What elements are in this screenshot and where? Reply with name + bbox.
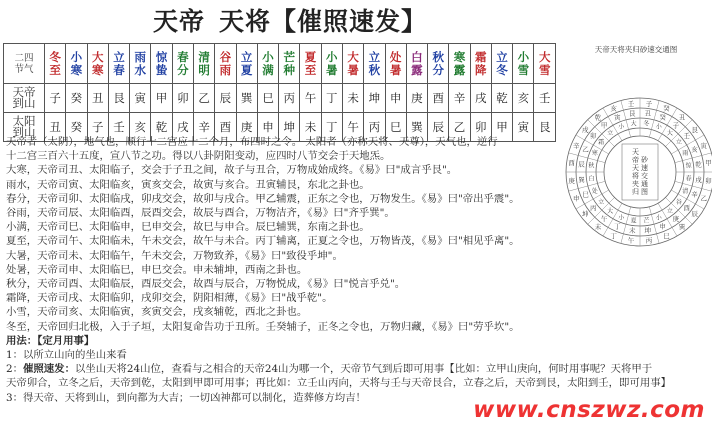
- solar-term-cell: [470, 44, 491, 84]
- compass-ring-char: 亥: [691, 145, 698, 154]
- solar-term-label: 寒露: [453, 49, 466, 77]
- compass-ring-char: 庚: [568, 177, 575, 186]
- explanation-line: 夏至，天帝司午、太阳临未，午未交会，故午与未合。丙丁辅离，正夏之令也，万物皆茂，《易》曰"相见乎离"。: [6, 235, 520, 248]
- solar-term-cell: [172, 44, 193, 84]
- taiyang-mountain-cell: 丙: [364, 113, 385, 142]
- usage-item-2-label: 催照速发：: [23, 363, 75, 376]
- compass-ring-char: 白: [588, 175, 595, 183]
- solar-term-cell: [491, 44, 512, 84]
- explanation-line: 春分，天帝司卯、太阳临戌，卯戌交会，故卯与戌合。甲乙辅震，正东之令也，万物发生。《易》曰"帝出乎震"。: [6, 192, 520, 205]
- compass-ring-char: 巳: [663, 231, 670, 240]
- solar-term-cell: [236, 44, 257, 84]
- tiandi-mountain-cell: 寅: [130, 84, 151, 113]
- compass-ring-char: 壬: [627, 99, 635, 108]
- compass-ring-char: 芒: [643, 217, 650, 225]
- tiandi-mountain-cell: 巳: [257, 84, 278, 113]
- compass-ring-char: 春: [685, 175, 692, 183]
- solar-term-cell: [279, 44, 300, 84]
- taiyang-header-label: 太阳到山: [12, 114, 36, 139]
- compass-ring-char: 立: [666, 207, 673, 215]
- tiandi-mountain-cell: 辰: [215, 84, 236, 113]
- taiyang-mountain-cell: 巽: [406, 113, 427, 142]
- tiandi-mountain-cell: 辛: [449, 84, 470, 113]
- explanation-line: 处暑，天帝司申、太阳临巳，申巳交会。申未辅坤，西南之卦也。: [6, 263, 308, 276]
- compass-ring-char: 午: [600, 214, 608, 223]
- taiyang-mountain-cell: 坤: [279, 113, 300, 142]
- taiyang-mountain-cell: 巳: [385, 113, 406, 142]
- solar-term-cell: [449, 44, 470, 84]
- compass-ring-char: 秋: [588, 162, 595, 170]
- explanation-line: 秋分，天帝司酉、太阳临辰，酉辰交会，故酉与辰合，万物悦成，《易》曰"悦言乎兑"。: [6, 278, 406, 291]
- explanation-lines: [6, 135, 708, 334]
- compass-ring-char: 谷: [675, 198, 682, 206]
- taiyang-mountain-cell: 寅: [513, 113, 534, 142]
- title-part-b: 天将【催照速发】: [219, 7, 428, 36]
- solar-term-cell: [45, 44, 66, 84]
- taiyang-mountain-cell: 丁: [321, 113, 342, 142]
- tiandi-mountain-cell: 艮: [108, 84, 129, 113]
- taiyang-mountain-cell: 午: [342, 113, 363, 142]
- compass-ring-char: 艮: [629, 109, 636, 118]
- taiyang-mountain-cell: 癸: [66, 113, 87, 142]
- compass-ring-char: 丁: [614, 222, 621, 231]
- taiyang-mountain-cell: 辰: [428, 113, 449, 142]
- compass-ring-char: 乾: [695, 160, 702, 169]
- solar-term-cell: [215, 44, 236, 84]
- compass-ring-char: 小: [655, 123, 662, 131]
- solar-term-cell: [151, 44, 172, 84]
- compass-ring-char: 丙: [589, 204, 597, 213]
- compass-ring-char: 惊: [685, 162, 692, 170]
- compass-ring-char: 辛: [573, 141, 580, 150]
- solar-term-label: 小雪: [517, 49, 530, 77]
- tiandi-header-cell: [4, 84, 45, 113]
- site-watermark: www.cnszwz.com: [473, 397, 705, 423]
- tiandi-mountain-cell: 酉: [428, 84, 449, 113]
- explanation-line: 霜降，天帝司戌、太阳临卯，戌卯交会，阴阳相薄，《易》曰"战乎乾"。: [6, 292, 333, 305]
- taiyang-mountain-cell: 甲: [491, 113, 512, 142]
- solar-term-label: 谷雨: [219, 49, 232, 77]
- compass-ring-char: 坤: [582, 210, 589, 219]
- solar-term-cell: [513, 44, 534, 84]
- compass-ring-char: 坤: [644, 226, 651, 235]
- compass-ring-char: 丁: [610, 231, 617, 240]
- taiyang-mountain-cell: 未: [300, 113, 321, 142]
- compass-ring-char: 申: [573, 194, 580, 203]
- compass-ring-char: 夏: [630, 217, 637, 225]
- solar-term-label: 立秋: [368, 49, 381, 77]
- tiandi-mountain-cell: 亥: [513, 84, 534, 113]
- solar-term-label: 夏至: [304, 49, 317, 77]
- compass-ring-char: 辛: [691, 190, 698, 199]
- taiyang-mountain-cell: 乾: [151, 113, 172, 142]
- explanation-line: 小满，天帝司巳、太阳临申，巳申交会，故巳与申合。辰巳辅巽，东南之卦也。: [6, 221, 370, 234]
- tiandi-mountain-cell: 庚: [406, 84, 427, 113]
- compass-ring-char: 立: [607, 130, 614, 138]
- compass-ring-char: 卯: [705, 177, 712, 186]
- solar-term-cell: [428, 44, 449, 84]
- tiandi-mountain-cell: 戌: [470, 84, 491, 113]
- compass-ring-char: 大: [666, 130, 673, 138]
- solar-term-cell: [342, 44, 363, 84]
- compass-ring-char: 小: [655, 214, 662, 222]
- solar-term-cell: [364, 44, 385, 84]
- tiandi-row: [4, 84, 556, 113]
- compass-ring-char: 冬: [643, 120, 650, 128]
- explanation-line: 谷雨，天帝司辰、太阳临酉，辰酉交会，故辰与酉合，万物洁齐，《易》曰"齐乎巽"。: [6, 207, 395, 220]
- solar-term-cell: [534, 44, 556, 84]
- tiandi-mountain-cell: 丁: [321, 84, 342, 113]
- compass-ring-char: 辰: [691, 210, 698, 219]
- tiandi-mountain-cell: 坤: [364, 84, 385, 113]
- usage-item-2: 2：催照速发：以坐山天将24山位，查看与之相合的天帝24山为哪一个，天帝节气到后即可用事【比如：立甲山庚向，何时用事呢？天将甲于: [6, 363, 653, 376]
- compass-ring-char: 巽: [678, 222, 686, 231]
- compass-ring-char: 丑: [644, 109, 651, 118]
- explanation-line: 大暑，天帝司未、太阳临午，午未交会，万物致养，《易》曰"致役乎坤"。: [6, 249, 343, 262]
- solar-term-cell: [406, 44, 427, 84]
- tiandi-header-label: 天帝到山: [12, 85, 36, 110]
- taiyang-mountain-cell: 乙: [449, 113, 470, 142]
- solar-term-cell: [130, 44, 151, 84]
- diagram-caption: 天帝天将夹归砂速交通图: [594, 45, 678, 54]
- compass-ring-char: 辰: [578, 160, 585, 169]
- taiyang-mountain-cell: 壬: [108, 113, 129, 142]
- compass-ring-char: 申: [659, 222, 666, 231]
- tiandi-mountain-cell: 申: [385, 84, 406, 113]
- page-title: [0, 2, 580, 38]
- usage-item-2-continued: 天帝卯合，立冬之后，天帝到乾，太阳到甲即可用事；再比如：立壬山丙向，天将与壬与天帝艮合，立春之后，天帝到艮，太阳到壬，即可用事】: [6, 377, 671, 390]
- solar-term-label: 立春: [113, 49, 125, 77]
- solar-term-label: 大暑: [347, 49, 359, 77]
- compass-ring-char: 清: [682, 187, 689, 195]
- compass-ring-char: 寅: [700, 141, 707, 150]
- diagram-center-line2: 砂速交通图: [641, 156, 648, 196]
- tiandi-mountain-cell: 午: [300, 84, 321, 113]
- solar-term-label: 芒种: [283, 49, 295, 77]
- taiyang-mountain-cell: 庚: [236, 113, 257, 142]
- compass-ring-char: 巽: [578, 175, 585, 184]
- compass-ring-char: 亥: [610, 104, 617, 113]
- explanation-text: [6, 135, 708, 405]
- taiyang-mountain-cell: 亥: [130, 113, 151, 142]
- compass-ring-char: 午: [627, 236, 635, 245]
- compass-ring-char: 酉: [568, 159, 575, 168]
- solar-term-cell: [300, 44, 321, 84]
- compass-ring-char: 小: [618, 123, 625, 131]
- usage-item-1: 1：以所立山向的坐山来看: [6, 349, 127, 362]
- solar-term-cell: [108, 44, 129, 84]
- taiyang-mountain-cell: 卯: [470, 113, 491, 142]
- solar-term-label: 小寒: [70, 49, 83, 77]
- solar-term-label: 立夏: [240, 49, 253, 77]
- compass-ring-char: 小: [618, 214, 625, 222]
- solar-term-label: 处暑: [389, 49, 402, 77]
- usage-item-3: 3：得天帝、天将到山，到向都为大吉；一切凶神都可以制化，造葬修方均吉！: [6, 391, 366, 404]
- compass-ring-char: 戌: [582, 126, 589, 135]
- tiandi-mountain-cell: 癸: [66, 84, 87, 113]
- solar-term-label: 冬至: [49, 49, 61, 77]
- compass-ring-char: 酉: [683, 204, 691, 213]
- explanation-line: 冬至，天帝回归北极，入于子垣，太阳复命告功于丑所。壬癸辅子，正冬之令也，万物归藏，《易》曰"劳乎坎"。: [6, 320, 520, 333]
- compass-ring-char: 子: [672, 121, 680, 130]
- compass-ring-char: 未: [629, 226, 636, 235]
- compass-ring-char: 寒: [591, 150, 598, 158]
- solar-term-cell: [385, 44, 406, 84]
- compass-ring-char: 寅: [614, 113, 621, 122]
- solar-term-label: 小暑: [326, 49, 338, 77]
- compass-ring-char: 乙: [582, 145, 589, 154]
- solar-terms-row: [4, 44, 556, 84]
- tiandi-mountain-cell: 甲: [151, 84, 172, 113]
- compass-ring-char: 乾: [594, 113, 602, 122]
- tiandi-mountain-cell: 乾: [491, 84, 512, 113]
- tiandi-mountain-cell: 未: [342, 84, 363, 113]
- terms-header-cell: [4, 44, 45, 84]
- diagram-center-line1: 天帝天将夹归: [632, 148, 639, 196]
- usage-heading: 用法：【定月用事】: [6, 334, 95, 347]
- compass-ring-char: 癸: [663, 104, 670, 113]
- compass-ring-char: 戌: [695, 175, 702, 184]
- taiyang-mountain-cell: 戌: [172, 113, 193, 142]
- compass-ring-char: 大: [607, 207, 614, 215]
- usage-item-2-text-a: 以坐山天将24山位，查看与之相合的天帝24山为哪一个，天帝节气到后即可用事【比如：立甲山庚向，何时用事呢？天将甲于: [74, 363, 653, 376]
- solar-term-label: 秋分: [432, 49, 444, 77]
- explanation-line: 十二宫三百六十五度，宣八节之功。得以八卦阴阳变动，应四时八节交会于天地炁。: [6, 150, 391, 163]
- title-part-a: 天帝: [152, 7, 205, 36]
- solar-term-label: 清明: [198, 49, 210, 77]
- terms-header-label: 二四节气: [14, 52, 34, 75]
- taiyang-mountain-cell: 子: [87, 113, 108, 142]
- explanation-line: 天帝者（太阴），地气也，顺行十二宫应十二个月，布四时之令。 太阳者（亦称天将、天尊），天气也，逆行: [6, 136, 498, 148]
- solar-term-label: 霜降: [475, 49, 487, 77]
- compass-ring-char: 未: [594, 222, 602, 231]
- taiyang-mountain-cell: 辛: [193, 113, 214, 142]
- tiandi-mountain-cell: 卯: [172, 84, 193, 113]
- solar-term-label: 大雪: [538, 49, 551, 77]
- solar-term-label: 雨水: [134, 49, 147, 77]
- solar-term-label: 小满: [262, 49, 274, 77]
- compass-ring-char: 乙: [700, 194, 707, 203]
- solar-terms-table: [3, 43, 556, 142]
- taiyang-mountain-cell: 酉: [215, 113, 236, 142]
- compass-ring-char: 立: [598, 198, 605, 206]
- solar-term-label: 大寒: [91, 49, 104, 77]
- tiandi-mountain-cell: 巽: [236, 84, 257, 113]
- compass-ring-char: 立: [675, 139, 682, 147]
- compass-ring-char: 庚: [672, 214, 680, 223]
- tiandi-mountain-cell: 子: [45, 84, 66, 113]
- solar-term-label: 立冬: [496, 49, 508, 77]
- solar-term-cell: [66, 44, 87, 84]
- compass-ring-char: 雨: [682, 150, 689, 158]
- compass-ring-char: 甲: [705, 159, 712, 168]
- tiandi-mountain-cell: 丑: [87, 84, 108, 113]
- taiyang-mountain-cell: 丑: [45, 113, 66, 142]
- compass-ring-char: 霜: [598, 139, 605, 147]
- taiyang-mountain-cell: 申: [257, 113, 278, 142]
- compass-ring-char: 癸: [659, 113, 666, 122]
- compass-ring-char: 艮: [691, 126, 698, 135]
- compass-ring-char: 大: [630, 120, 637, 128]
- compass-ring-char: 丙: [645, 236, 653, 245]
- solar-term-label: 惊蛰: [155, 49, 168, 77]
- compass-ring-char: 巳: [582, 190, 589, 199]
- compass-ring-char: 丑: [678, 113, 686, 122]
- compass-ring-char: 卯: [589, 132, 597, 141]
- compass-ring-char: 子: [645, 99, 653, 108]
- tiandi-mountain-cell: 壬: [534, 84, 556, 113]
- solar-term-cell: [87, 44, 108, 84]
- solar-term-cell: [321, 44, 342, 84]
- compass-ring-char: 甲: [600, 121, 608, 130]
- explanation-line: 大寒，天帝司丑、太阳临子，交会于子丑之间，故子与丑合，万物成始成终。《易》曰"成言乎艮"。: [6, 164, 458, 177]
- compass-ring-char: 壬: [683, 132, 691, 141]
- tiandi-mountain-cell: 丙: [279, 84, 300, 113]
- explanation-line: 小雪，天帝司亥、太阳临寅，亥寅交会，戌亥辅乾，西北之卦也。: [6, 306, 308, 319]
- solar-term-cell: [193, 44, 214, 84]
- taiyang-mountain-cell: 艮: [534, 113, 556, 142]
- explanation-line: 雨水，天帝司寅、太阳临亥，寅亥交会，故寅与亥合。丑寅辅艮，东北之卦也。: [6, 178, 370, 191]
- solar-term-label: 春分: [177, 49, 189, 77]
- tiandi-mountain-cell: 乙: [193, 84, 214, 113]
- solar-term-cell: [257, 44, 278, 84]
- compass-ring-char: 处: [591, 187, 598, 195]
- solar-term-label: 白露: [411, 49, 423, 77]
